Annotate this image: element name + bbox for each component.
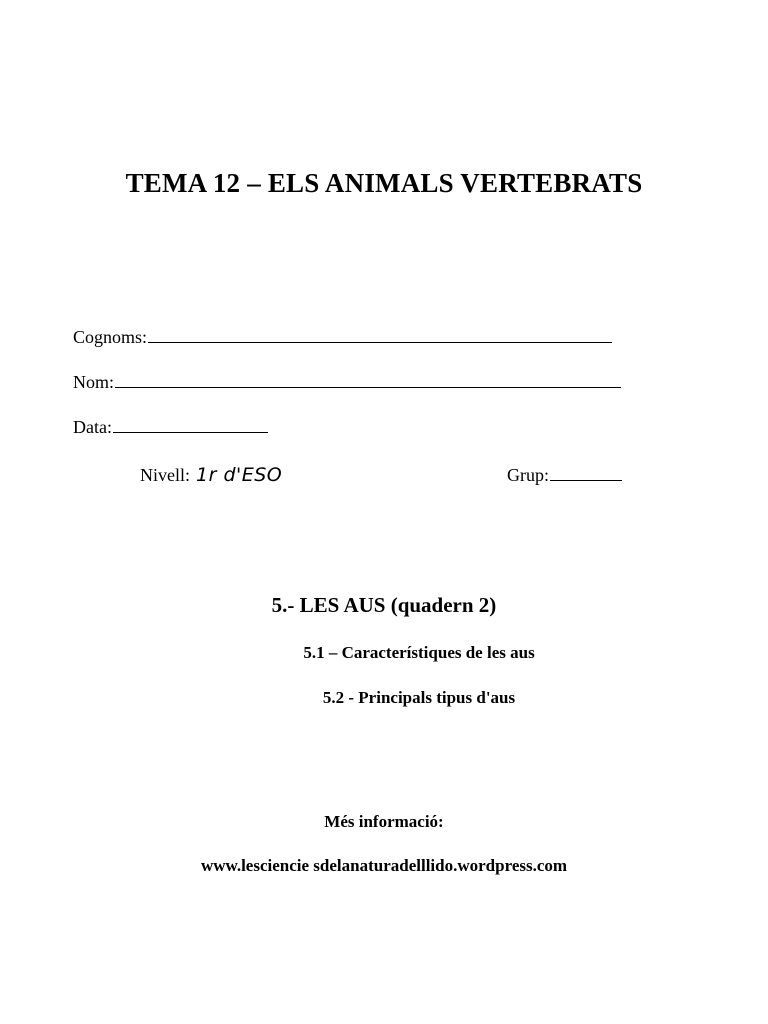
section-item: 5.2 - Principals tipus d'aus <box>322 688 516 707</box>
grup-field <box>507 464 622 486</box>
data-blank-line <box>113 418 268 433</box>
nom-label: Nom: <box>73 372 115 392</box>
grup-blank-line <box>550 466 622 481</box>
website-url: www.lesciencie sdelanaturadelllido.wordpress.com <box>200 856 568 875</box>
nivell-handwritten-value: 1r d'ESO <box>196 464 283 486</box>
section-heading: 5.- LES AUS (quadern 2) <box>271 593 497 617</box>
nivell-field <box>140 464 282 486</box>
nivell-label: Nivell: <box>140 465 190 485</box>
data-field <box>73 416 268 438</box>
more-info-label: Més informació: <box>324 812 444 831</box>
section-item: 5.1 – Característiques de les aus <box>303 643 535 662</box>
nom-field <box>73 371 621 393</box>
cognoms-label: Cognoms: <box>73 327 148 347</box>
nom-blank-line <box>115 373 621 388</box>
cognoms-field <box>73 326 612 348</box>
data-label: Data: <box>73 417 112 437</box>
grup-label: Grup: <box>507 465 549 485</box>
cognoms-blank-line <box>148 328 612 343</box>
document-title: TEMA 12 – ELS ANIMALS VERTEBRATS <box>125 168 643 198</box>
